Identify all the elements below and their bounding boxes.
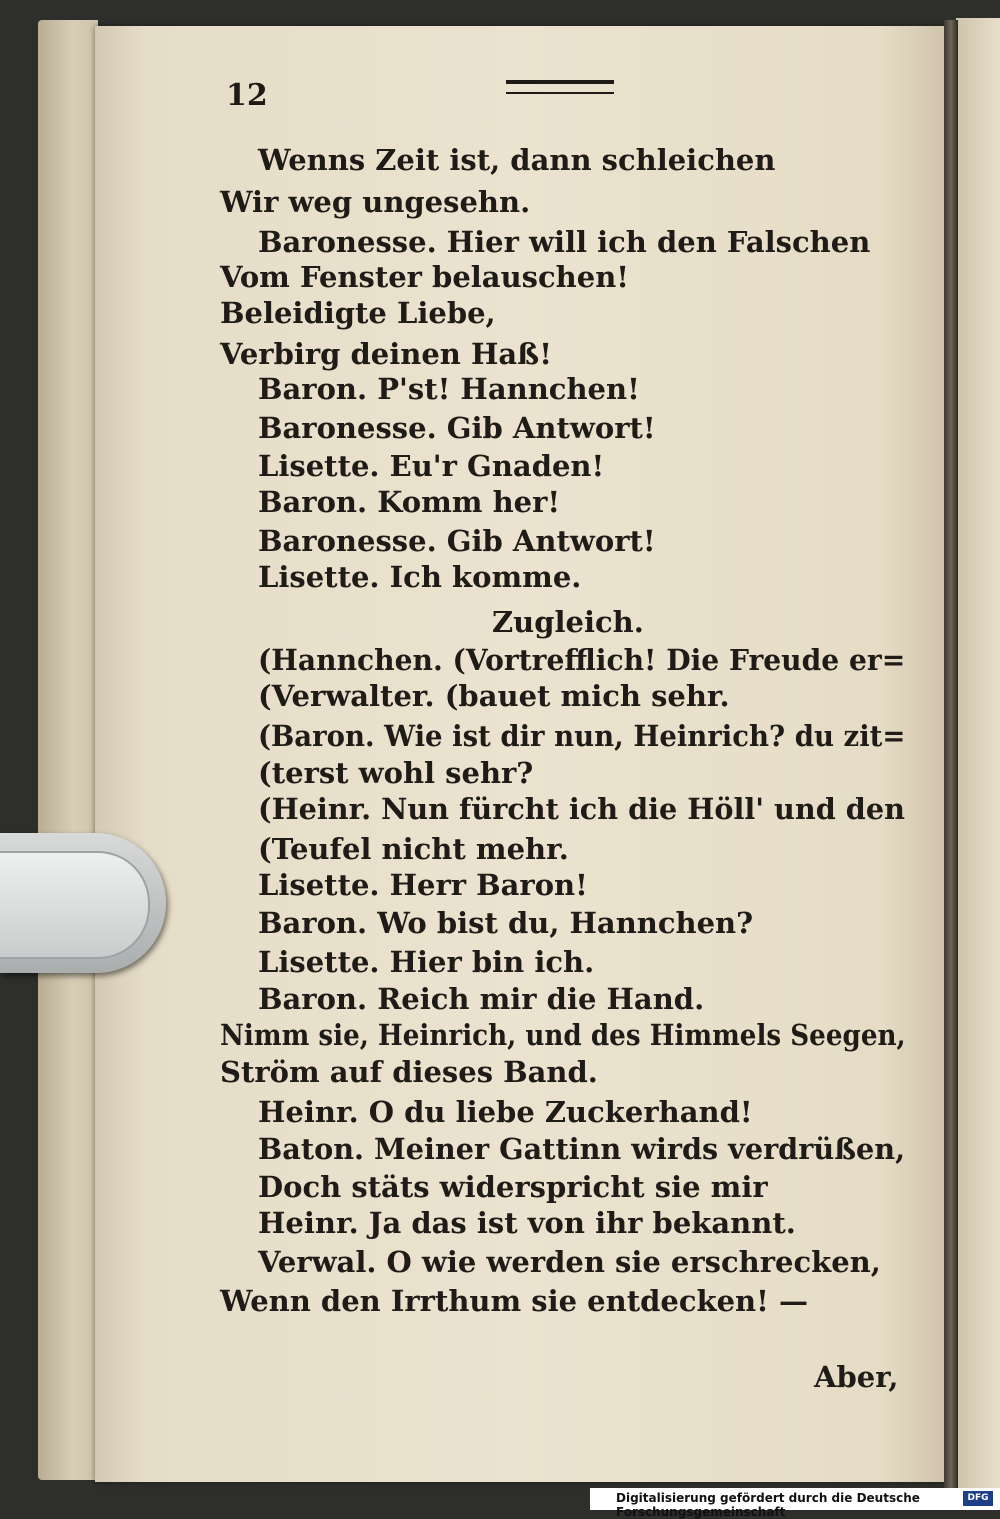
facing-page-bleed xyxy=(983,0,1000,1510)
book-gutter xyxy=(944,20,958,1490)
text-line: Heinr. O du liebe Zuckerhand! xyxy=(258,1095,753,1129)
text-line: Lisette. Herr Baron! xyxy=(258,868,588,902)
text-line: (terst wohl sehr? xyxy=(258,756,534,790)
text-line: Heinr. Ja das ist von ihr bekannt. xyxy=(258,1206,796,1240)
text-line: Wenn den Irrthum sie entdecken! — xyxy=(220,1284,808,1318)
text-line: (Heinr. Nun fürcht ich die Höll' und den xyxy=(258,792,905,826)
text-line: Baron. P'st! Hannchen! xyxy=(258,372,640,406)
text-line: (Verwalter. (bauet mich sehr. xyxy=(258,679,730,713)
page-number: 12 xyxy=(226,78,268,113)
digitization-footer xyxy=(590,1488,1000,1519)
text-heading: Zugleich. xyxy=(492,605,644,639)
text-line: Baton. Meiner Gattinn wirds verdrüßen, xyxy=(258,1132,906,1166)
text-line: (Hannchen. (Vortrefflich! Die Freude er= xyxy=(258,643,906,677)
page-clip-inner xyxy=(0,851,150,959)
text-line: Lisette. Hier bin ich. xyxy=(258,945,595,979)
text-line: Baronesse. Gib Antwort! xyxy=(258,411,656,445)
text-line: Baron. Reich mir die Hand. xyxy=(258,982,705,1016)
text-line: Wir weg ungesehn. xyxy=(220,185,531,219)
text-line: Lisette. Ich komme. xyxy=(258,560,582,594)
page-clip xyxy=(0,833,166,973)
text-line: Baron. Komm her! xyxy=(258,485,561,519)
dfg-logo: DFG xyxy=(963,1491,993,1506)
text-line: (Baron. Wie ist dir nun, Heinrich? du zit= xyxy=(258,719,906,753)
text-line: Lisette. Eu'r Gnaden! xyxy=(258,449,605,483)
text-line: Baronesse. Gib Antwort! xyxy=(258,524,656,558)
text-line: Verwal. O wie werden sie erschrecken, xyxy=(258,1245,881,1279)
catchword: Aber, xyxy=(814,1360,899,1394)
text-line: (Teufel nicht mehr. xyxy=(258,832,569,866)
text-line: Nimm sie, Heinrich, und des Himmels Seegen, xyxy=(220,1018,906,1052)
header-rule xyxy=(506,80,614,84)
text-line: Baronesse. Hier will ich den Falschen xyxy=(258,225,871,259)
funding-credit: Digitalisierung gefördert durch die Deutsche Forschungsgemeinschaft xyxy=(616,1491,920,1519)
underlying-page-edge xyxy=(38,20,98,1480)
text-line: Wenns Zeit ist, dann schleichen xyxy=(258,143,776,177)
text-line: Baron. Wo bist du, Hannchen? xyxy=(258,906,754,940)
text-line: Beleidigte Liebe, xyxy=(220,296,496,330)
text-line: Vom Fenster belauschen! xyxy=(220,260,630,294)
text-line: Ström auf dieses Band. xyxy=(220,1055,598,1089)
text-line: Verbirg deinen Haß! xyxy=(220,337,552,371)
header-rule-thin xyxy=(506,92,614,94)
text-line: Doch stäts widerspricht sie mir xyxy=(258,1170,768,1204)
